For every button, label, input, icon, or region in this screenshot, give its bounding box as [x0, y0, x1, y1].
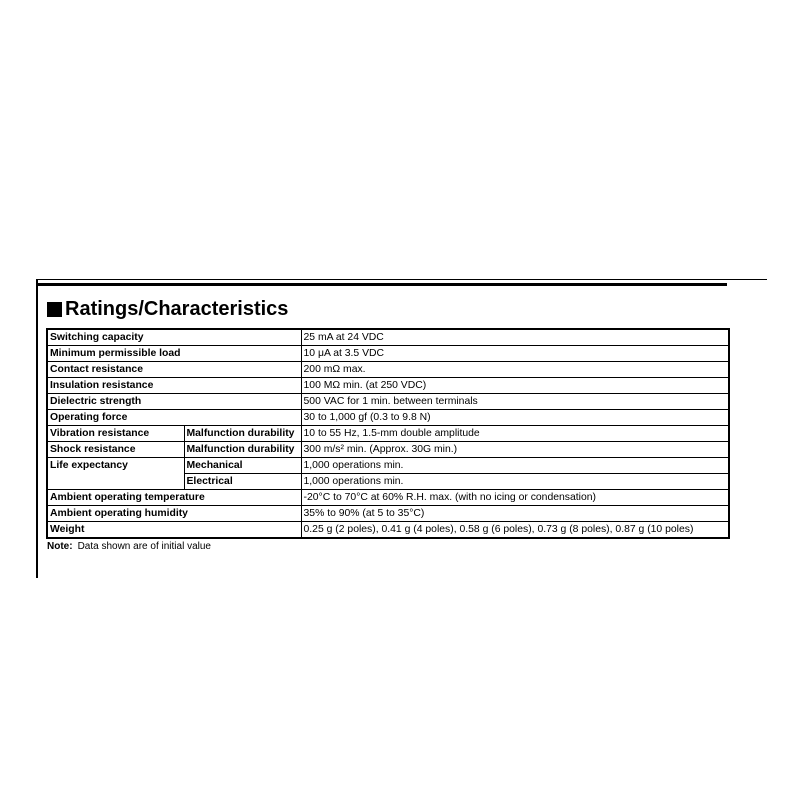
- table-row: [47, 410, 729, 426]
- row-label: Ambient operating humidity: [47, 506, 301, 522]
- top-rule-thin: [37, 279, 767, 280]
- section-title: Ratings/Characteristics: [65, 297, 289, 320]
- table-row: [47, 426, 729, 442]
- note-label: Note:: [47, 541, 73, 552]
- row-value: 10 to 55 Hz, 1.5-mm double amplitude: [301, 426, 729, 442]
- table-row: [47, 378, 729, 394]
- row-value: 35% to 90% (at 5 to 35°C): [301, 506, 729, 522]
- row-label: Contact resistance: [47, 362, 301, 378]
- row-value: 100 MΩ min. (at 250 VDC): [301, 378, 729, 394]
- row-value: 1,000 operations min.: [301, 474, 729, 490]
- row-value: 200 mΩ max.: [301, 362, 729, 378]
- table-row: [47, 490, 729, 506]
- row-label: Shock resistance: [47, 442, 184, 458]
- row-label: Dielectric strength: [47, 394, 301, 410]
- table-row: [47, 458, 729, 474]
- row-sublabel: Malfunction durability: [184, 442, 301, 458]
- table-row: [47, 394, 729, 410]
- table-row: [47, 506, 729, 522]
- row-value: 10 μA at 3.5 VDC: [301, 346, 729, 362]
- row-label: Ambient operating temperature: [47, 490, 301, 506]
- table-row: [47, 522, 729, 539]
- table-row: [47, 442, 729, 458]
- row-value: 30 to 1,000 gf (0.3 to 9.8 N): [301, 410, 729, 426]
- black-square-icon: [47, 302, 62, 317]
- section-heading: [47, 295, 288, 323]
- row-label: Vibration resistance: [47, 426, 184, 442]
- footnote: [47, 541, 211, 552]
- ratings-table: [46, 328, 730, 539]
- row-label: Minimum permissible load: [47, 346, 301, 362]
- table-row: [47, 346, 729, 362]
- row-value: 500 VAC for 1 min. between terminals: [301, 394, 729, 410]
- note-text: Data shown are of initial value: [77, 541, 211, 552]
- row-label: Weight: [47, 522, 301, 539]
- table-row: [47, 362, 729, 378]
- table-row: [47, 329, 729, 346]
- row-value: 0.25 g (2 poles), 0.41 g (4 poles), 0.58 g (6 poles), 0.73 g (8 poles), 0.87 g (10 poles): [301, 522, 729, 539]
- row-value: 300 m/s² min. (Approx. 30G min.): [301, 442, 729, 458]
- row-value: 1,000 operations min.: [301, 458, 729, 474]
- left-margin-rule: [36, 279, 38, 578]
- row-label: Insulation resistance: [47, 378, 301, 394]
- row-label: Switching capacity: [47, 329, 301, 346]
- top-rule-thick: [37, 283, 727, 286]
- row-sublabel: Malfunction durability: [184, 426, 301, 442]
- row-value: 25 mA at 24 VDC: [301, 329, 729, 346]
- row-sublabel: Electrical: [184, 474, 301, 490]
- row-label: Life expectancy: [47, 458, 184, 490]
- row-sublabel: Mechanical: [184, 458, 301, 474]
- row-label: Operating force: [47, 410, 301, 426]
- row-value: -20°C to 70°C at 60% R.H. max. (with no icing or condensation): [301, 490, 729, 506]
